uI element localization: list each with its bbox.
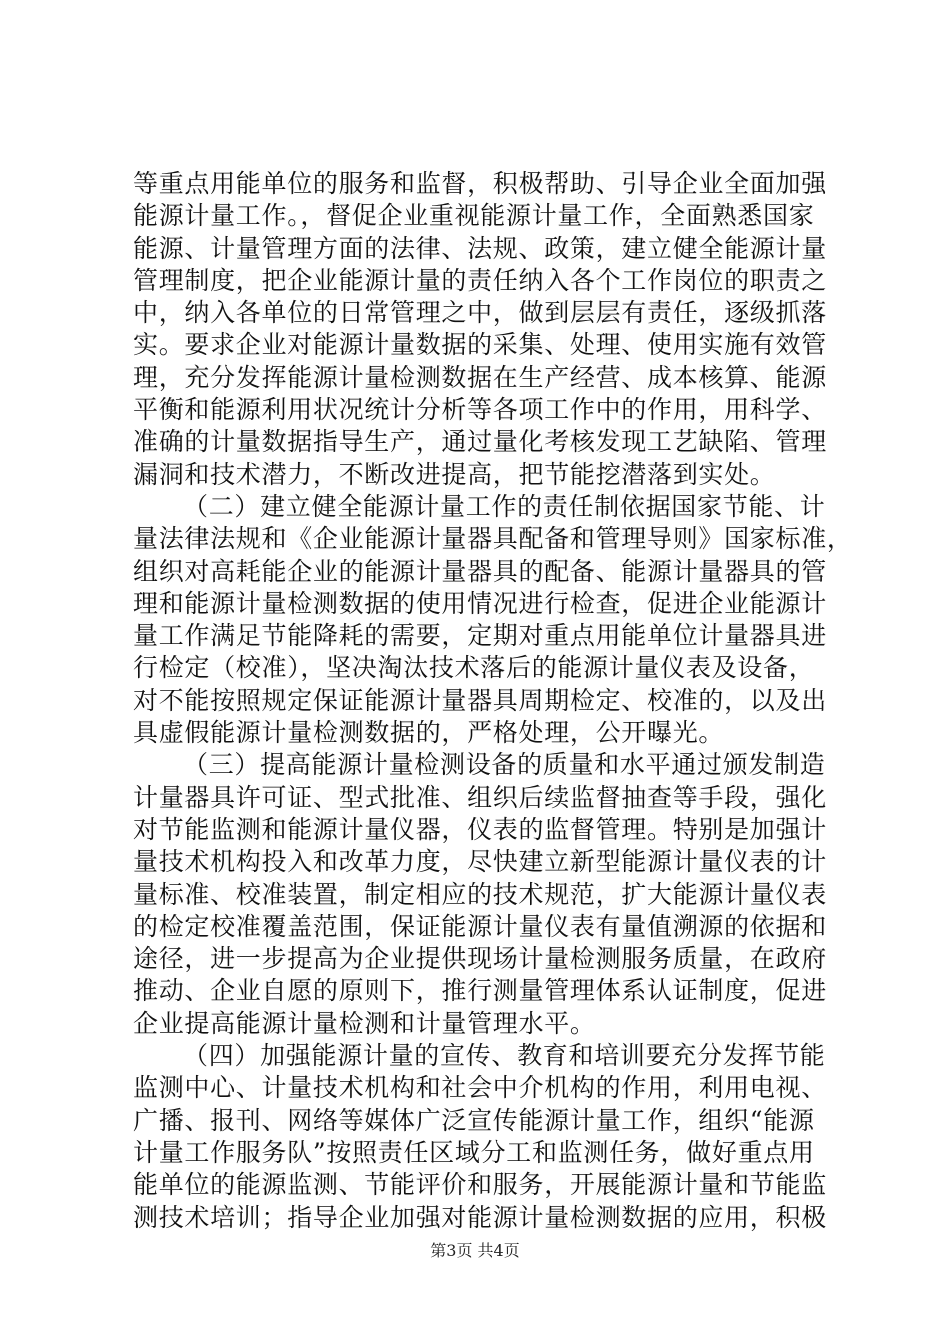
text-line: 量标准、校准装置，制定相应的技术规范，扩大能源计量仪表 [133, 879, 827, 909]
text-line: 广播、报刊、网络等媒体广泛宣传能源计量工作，组织“能源 [133, 1105, 815, 1135]
text-line: 对节能监测和能源计量仪器，仪表的监督管理。特别是加强计 [133, 814, 827, 844]
text-line: 途径，进一步提高为企业提供现场计量检测服务质量，在政府 [133, 944, 827, 974]
text-line: 平衡和能源利用状况统计分析等各项工作中的作用，用科学、 [133, 395, 827, 425]
text-line: 企业提高能源计量检测和计量管理水平。 [133, 1008, 596, 1038]
text-line: 能源、计量管理方面的法律、法规、政策，建立健全能源计量 [133, 233, 827, 263]
text-line: 能单位的能源监测、节能评价和服务，开展能源计量和节能监 [133, 1170, 827, 1200]
text-line: 量法律法规和《企业能源计量器具配备和管理导则》国家标准， [133, 524, 853, 554]
text-line: 的检定校准覆盖范围，保证能源计量仪表有量值溯源的依据和 [133, 911, 827, 941]
text-line: 对不能按照规定保证能源计量器具周期检定、校准的，以及出 [133, 685, 827, 715]
text-line: 准确的计量数据指导生产，通过量化考核发现工艺缺陷、管理 [133, 427, 827, 457]
text-line: 能源计量工作。，督促企业重视能源计量工作，全面熟悉国家 [133, 201, 815, 231]
text-line: 理和能源计量检测数据的使用情况进行检查，促进企业能源计 [133, 588, 827, 618]
text-line: 管理制度，把企业能源计量的责任纳入各个工作岗位的职责之 [133, 265, 827, 295]
text-line: 行检定（校准），坚决淘汰技术落后的能源计量仪表及设备， [133, 653, 815, 683]
paragraph-start-line: （四）加强能源计量的宣传、教育和培训要充分发挥节能 [183, 1041, 826, 1071]
text-line: 推动、企业自愿的原则下，推行测量管理体系认证制度，促进 [133, 976, 827, 1006]
text-line: 量技术机构投入和改革力度，尽快建立新型能源计量仪表的计 [133, 847, 827, 877]
text-line: 计量器具许可证、型式批准、组织后续监督抽查等手段，强化 [133, 782, 827, 812]
text-line: 测技术培训；指导企业加强对能源计量检测数据的应用，积极 [133, 1202, 827, 1232]
page-footer: 第3页 共4页 [430, 1241, 520, 1260]
text-line: 组织对高耗能企业的能源计量器具的配备、能源计量器具的管 [133, 556, 827, 586]
document-body [133, 168, 853, 1234]
text-line: 中，纳入各单位的日常管理之中，做到层层有责任，逐级抓落 [133, 298, 827, 328]
paragraph-start-line: （二）建立健全能源计量工作的责任制依据国家节能、计 [183, 491, 826, 521]
text-line: 计量工作服务队”按照责任区域分工和监测任务，做好重点用 [133, 1137, 815, 1167]
text-line: 等重点用能单位的服务和监督，积极帮助、引导企业全面加强 [133, 169, 827, 198]
text-line: 监测中心、计量技术机构和社会中介机构的作用，利用电视、 [133, 1073, 827, 1103]
text-line: 漏洞和技术潜力，不断改进提高，把节能挖潜落到实处。 [133, 459, 776, 489]
text-line: 具虚假能源计量检测数据的，严格处理，公开曝光。 [133, 718, 725, 748]
text-line: 实。要求企业对能源计量数据的采集、处理、使用实施有效管 [133, 330, 827, 360]
text-line: 量工作满足节能降耗的需要，定期对重点用能单位计量器具进 [133, 621, 827, 651]
text-line: 理，充分发挥能源计量检测数据在生产经营、成本核算、能源 [133, 362, 827, 392]
paragraph-start-line: （三）提高能源计量检测设备的质量和水平通过颁发制造 [183, 750, 826, 780]
